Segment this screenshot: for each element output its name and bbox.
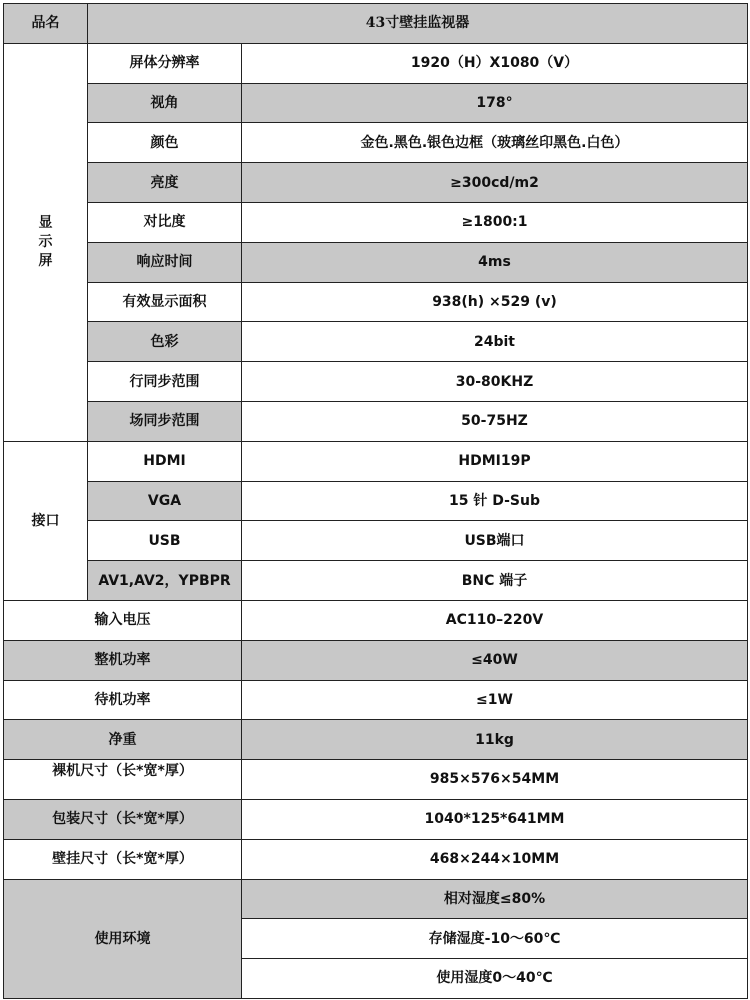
spec-row: [4, 760, 748, 800]
spec-row: [4, 879, 748, 919]
spec-value: 985×576×54MM: [242, 760, 748, 800]
spec-row: [4, 362, 748, 402]
spec-label: 包装尺寸（长*宽*厚）: [4, 799, 242, 839]
spec-value: ≤1W: [242, 680, 748, 720]
spec-label: 裸机尺寸（长*宽*厚）: [4, 760, 242, 800]
spec-value: 金色.黑色.银色边框（玻璃丝印黑色.白色）: [242, 123, 748, 163]
spec-value: 468×244×10MM: [242, 839, 748, 879]
spec-row: [4, 202, 748, 242]
environment-label: 使用环境: [4, 879, 242, 998]
spec-row: [4, 441, 748, 481]
spec-row: [4, 720, 748, 760]
spec-value: 4ms: [242, 242, 748, 282]
spec-value: 50-75HZ: [242, 401, 748, 441]
spec-row: [4, 401, 748, 441]
spec-table: [3, 3, 748, 999]
spec-row: [4, 123, 748, 163]
spec-label: 对比度: [88, 202, 242, 242]
spec-label: 整机功率: [4, 640, 242, 680]
spec-row: [4, 600, 748, 640]
spec-label: 色彩: [88, 322, 242, 362]
spec-row: [4, 799, 748, 839]
spec-label: 输入电压: [4, 600, 242, 640]
spec-row: [4, 43, 748, 83]
display-group-label: 显示屏: [4, 43, 88, 441]
spec-row: [4, 680, 748, 720]
header-row: [4, 4, 748, 44]
spec-value: AC110–220V: [242, 600, 748, 640]
spec-value: 使用湿度0～40℃: [242, 959, 748, 999]
spec-row: [4, 163, 748, 203]
spec-value: 1040*125*641MM: [242, 799, 748, 839]
spec-label: 视角: [88, 83, 242, 123]
spec-value: ≤40W: [242, 640, 748, 680]
spec-value: 24bit: [242, 322, 748, 362]
spec-label: USB: [88, 521, 242, 561]
product-name-label: 品名: [4, 4, 88, 44]
spec-value: ≥300cd/m2: [242, 163, 748, 203]
spec-row: [4, 481, 748, 521]
spec-label: 场同步范围: [88, 401, 242, 441]
spec-row: [4, 242, 748, 282]
spec-value: 存储湿度-10～60℃: [242, 919, 748, 959]
spec-value: 相对湿度≤80%: [242, 879, 748, 919]
spec-label: 净重: [4, 720, 242, 760]
spec-label: 亮度: [88, 163, 242, 203]
spec-value: 11kg: [242, 720, 748, 760]
spec-value: 15 针 D-Sub: [242, 481, 748, 521]
spec-label: 行同步范围: [88, 362, 242, 402]
spec-value: BNC 端子: [242, 561, 748, 601]
spec-value: HDMI19P: [242, 441, 748, 481]
spec-value: 1920（H）X1080（V）: [242, 43, 748, 83]
spec-label: 壁挂尺寸（长*宽*厚）: [4, 839, 242, 879]
spec-value: 938(h) ×529 (v): [242, 282, 748, 322]
spec-row: [4, 282, 748, 322]
spec-row: [4, 839, 748, 879]
spec-label: AV1,AV2，YPBPR: [88, 561, 242, 601]
spec-row: [4, 521, 748, 561]
spec-value: 30-80KHZ: [242, 362, 748, 402]
spec-label: 待机功率: [4, 680, 242, 720]
spec-label: 屏体分辨率: [88, 43, 242, 83]
spec-row: [4, 640, 748, 680]
spec-label: HDMI: [88, 441, 242, 481]
spec-label: 颜色: [88, 123, 242, 163]
spec-value: 178°: [242, 83, 748, 123]
spec-value: ≥1800:1: [242, 202, 748, 242]
spec-row: [4, 561, 748, 601]
spec-row: [4, 322, 748, 362]
interface-group-label: 接口: [4, 441, 88, 600]
product-title: 43寸壁挂监视器: [88, 4, 748, 44]
spec-value: USB端口: [242, 521, 748, 561]
spec-row: [4, 83, 748, 123]
spec-label: VGA: [88, 481, 242, 521]
spec-label: 响应时间: [88, 242, 242, 282]
spec-label: 有效显示面积: [88, 282, 242, 322]
